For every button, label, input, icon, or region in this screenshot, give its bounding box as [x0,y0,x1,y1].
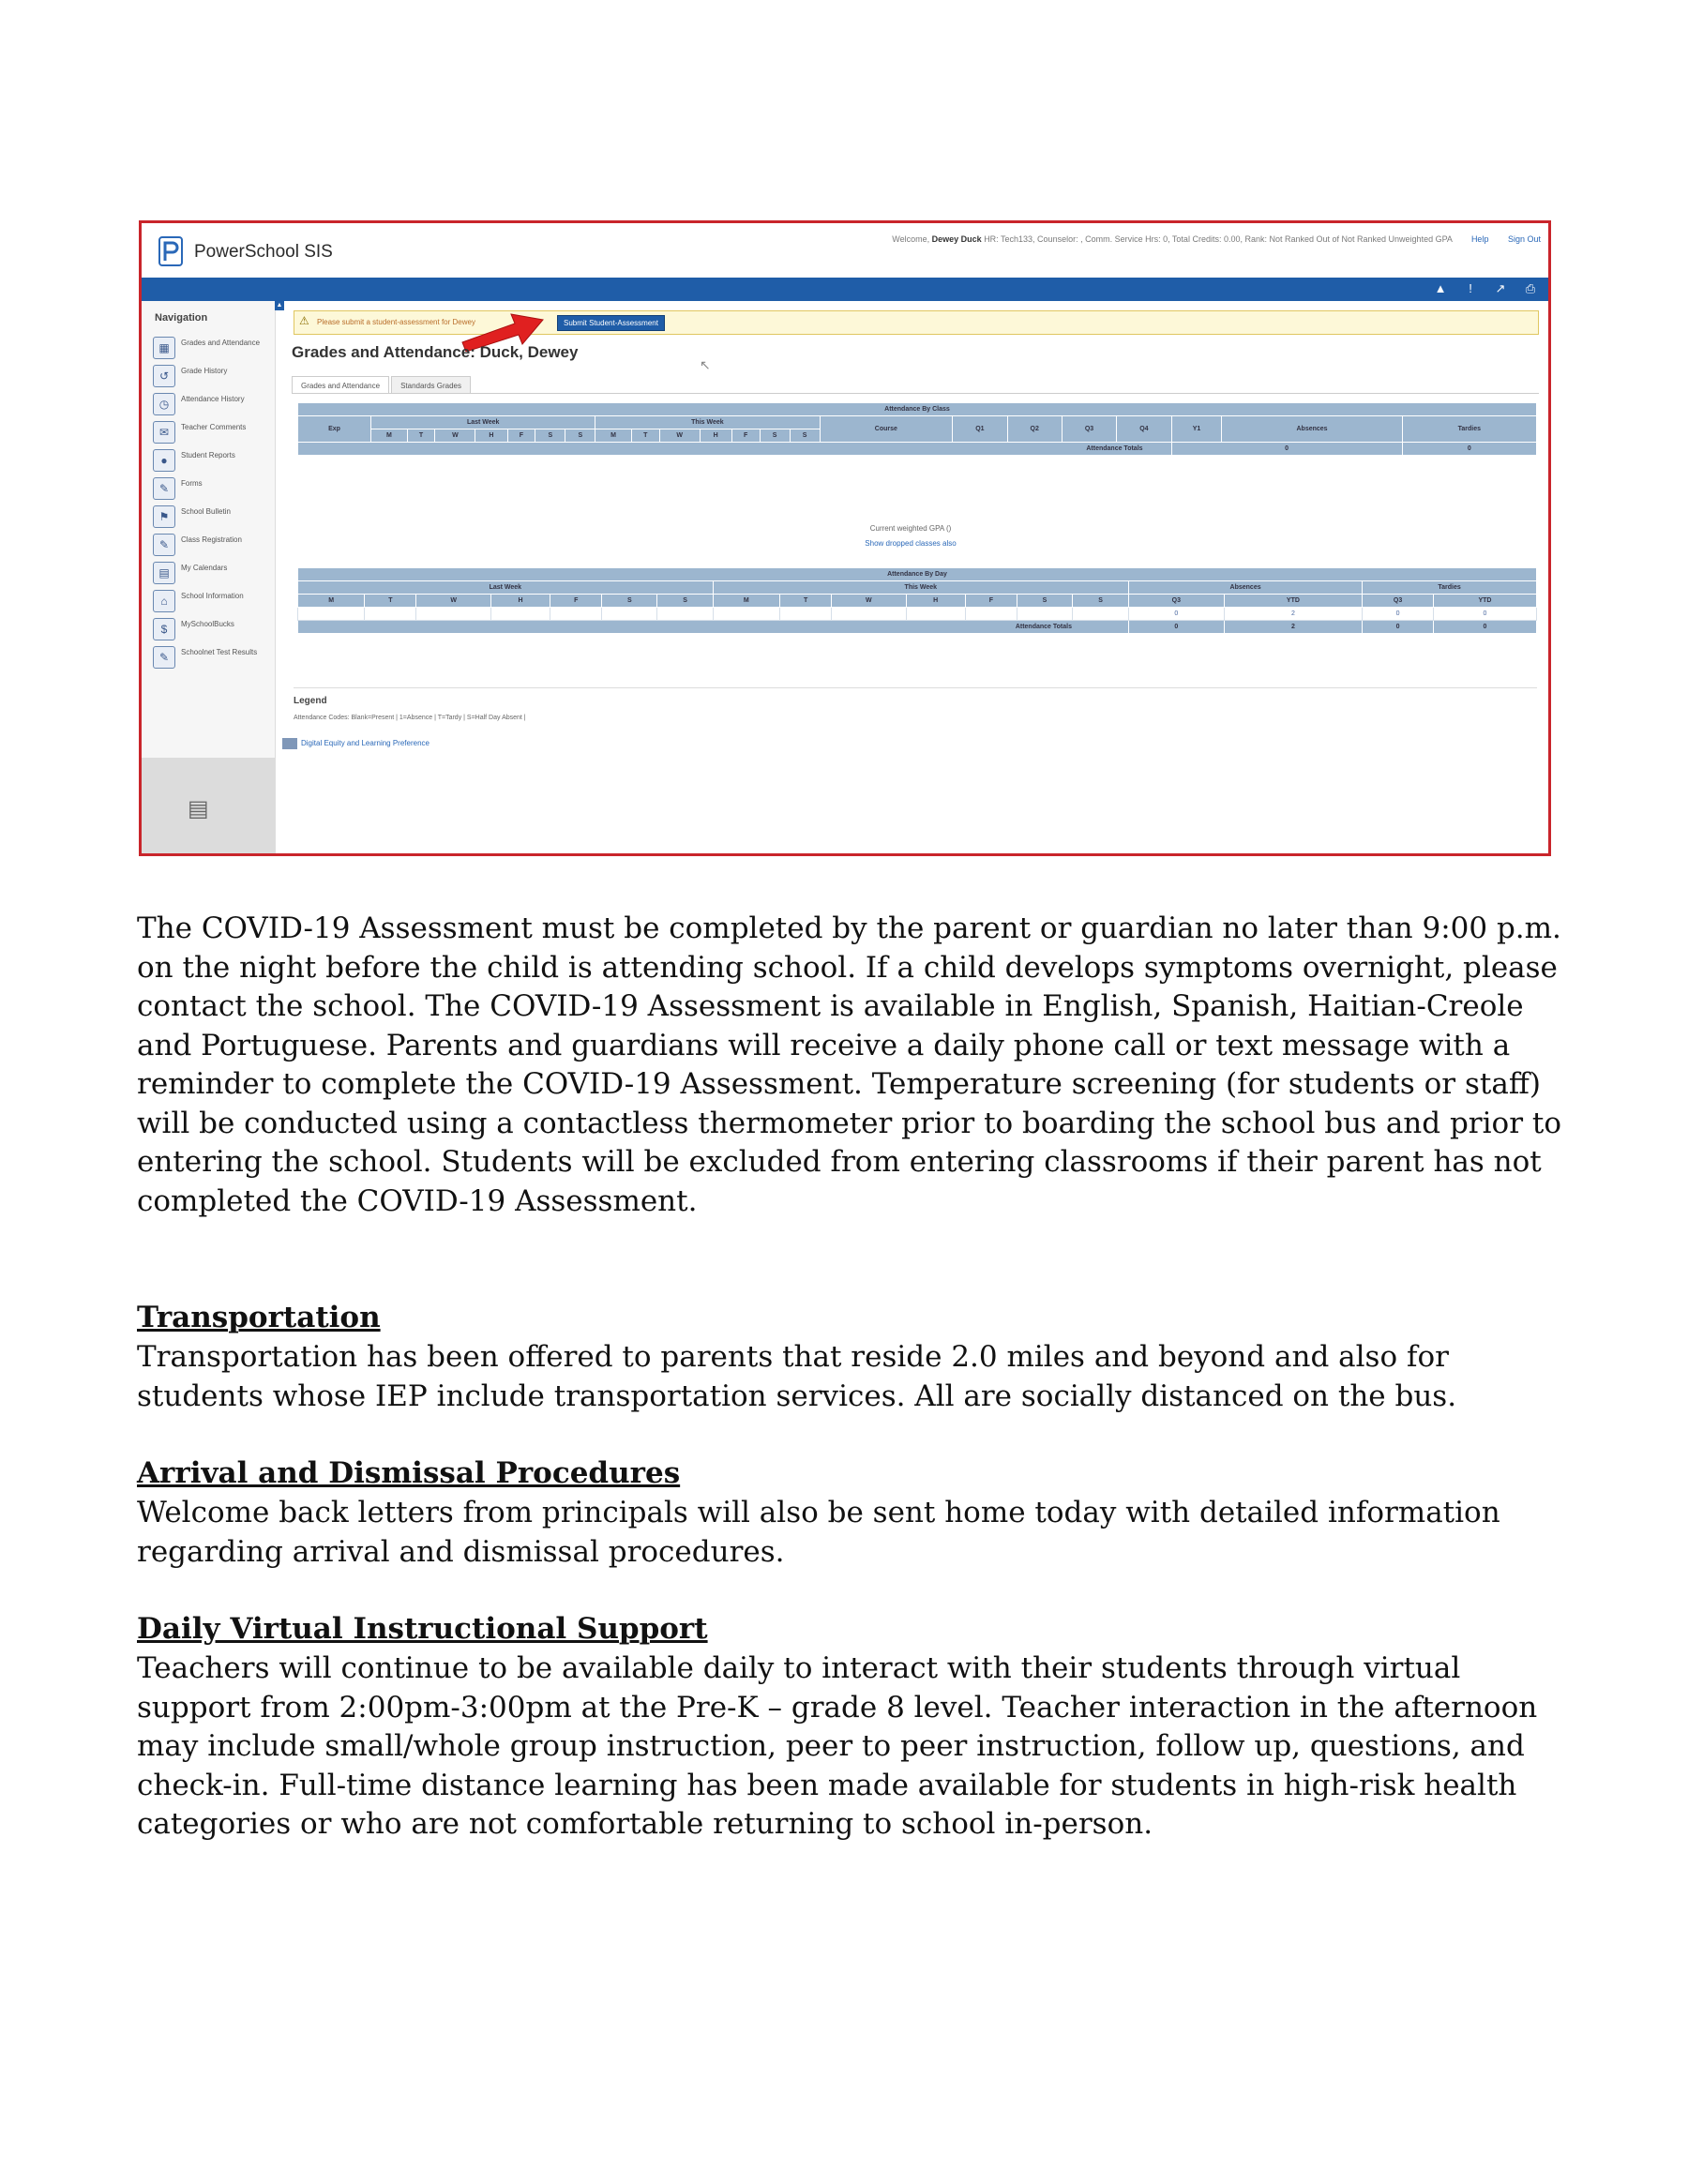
sidebar-item-label: Attendance History [181,395,245,403]
day-col: S [760,429,790,443]
tardies-total: 0 [1402,443,1536,456]
history-icon: ↺ [153,365,175,387]
day-col: F [731,429,760,443]
print-icon[interactable]: ⎙ [1525,281,1536,295]
sidebar-item-label: MySchoolBucks [181,620,234,628]
sidebar-item-label: Class Registration [181,535,242,544]
day-col: H [906,595,965,608]
sidebar-item-label: School Information [181,592,244,600]
day-col: H [700,429,731,443]
sidebar-item-grades-and-attendance[interactable] [153,335,271,361]
day-col: W [416,595,490,608]
legend-title: Legend [294,696,327,706]
day-col: M [595,429,632,443]
collapse-nav-icon[interactable]: ▲ [276,302,283,309]
col-q2: Q2 [1007,416,1062,443]
tab-grades-and-attendance[interactable]: Grades and Attendance [292,376,389,393]
info-icon[interactable]: ! [1469,281,1472,295]
day-col: H [490,595,550,608]
sub-col: Q3 [1128,595,1224,608]
day-col: F [965,595,1017,608]
legend-codes: Attendance Codes: Blank=Present | 1=Absence | T=Tardy | S=Half Day Absent | [294,715,526,721]
external-link-icon[interactable]: ↗ [1495,281,1506,295]
welcome-line [892,234,1541,244]
welcome-details: HR: Tech133, Counselor: , Comm. Service Hrs: 0, Total Credits: 0.00, Rank: Not Ranked Out of Not Ranked Unweighted GPA [984,234,1453,244]
cursor-icon: ↖ [700,357,711,372]
equity-link[interactable] [282,738,430,749]
page-title: Grades and Attendance: Duck, Dewey [292,343,579,361]
welcome-prefix: Welcome, [892,234,930,244]
sidebar-item-label: Schoolnet Test Results [181,648,258,656]
sidebar-item-label: Forms [181,479,203,488]
sidebar-item-my-calendars[interactable] [153,560,271,586]
col-this-week: This Week [595,416,820,429]
help-link[interactable]: Help [1470,234,1489,244]
cell-value[interactable]: 2 [1224,608,1363,621]
sidebar-item-school-information[interactable] [153,588,271,614]
day-col: W [832,595,906,608]
forms-icon: ✎ [153,477,175,500]
powerschool-logo-icon [158,236,183,266]
sidebar-item-label: Grade History [181,367,228,375]
table-row [298,608,1537,621]
sidebar [142,301,276,853]
table-title: Attendance By Class [298,403,1537,416]
absences-total: 0 [1171,443,1402,456]
sidebar-item-student-reports[interactable] [153,447,271,474]
sub-col: Q3 [1363,595,1434,608]
document-icon[interactable]: ▤ [188,796,209,821]
day-col: S [565,429,595,443]
day-col: S [657,595,713,608]
submit-student-assessment-button[interactable]: Submit Student-Assessment [557,315,665,331]
sign-out-link[interactable]: Sign Out [1507,234,1541,244]
col-tardies: Tardies [1402,416,1536,443]
sidebar-footer [142,758,275,853]
sidebar-item-teacher-comments[interactable] [153,419,271,445]
sidebar-item-class-registration[interactable] [153,532,271,558]
col-absences: Absences [1128,581,1362,595]
tab-bar [292,376,473,393]
section-heading-arrival: Arrival and Dismissal Procedures [137,1456,681,1490]
powerschool-screenshot [139,220,1551,856]
test-icon: ✎ [153,646,175,669]
day-col: W [659,429,700,443]
gpa-text: Current weighted GPA () [869,524,952,533]
sidebar-item-label: My Calendars [181,564,228,572]
totals-label: Attendance Totals [298,621,1129,634]
day-col: S [602,595,657,608]
col-y1: Y1 [1171,416,1222,443]
cell-value: 0 [1433,608,1536,621]
col-tardies: Tardies [1363,581,1537,595]
day-col: M [713,595,779,608]
day-col: M [371,429,408,443]
cell-value: 0 [1128,608,1224,621]
tab-standards-grades[interactable]: Standards Grades [391,376,471,393]
col-this-week: This Week [713,581,1128,595]
day-col: S [790,429,820,443]
sidebar-item-attendance-history[interactable] [153,391,271,417]
show-dropped-link[interactable]: Show dropped classes also [865,539,957,548]
equity-link-label: Digital Equity and Learning Preference [301,739,430,748]
col-last-week: Last Week [298,581,714,595]
main-content [282,301,1539,853]
sidebar-item-label: School Bulletin [181,507,231,516]
section-body-transportation: Transportation has been offered to parents that reside 2.0 miles and beyond and also for students whose IEP include transportation services. All are socially distanced on the bus. [137,1340,1457,1413]
alert-icon[interactable]: ▲ [1434,281,1447,295]
total-value: 0 [1433,621,1536,634]
day-col: T [365,595,416,608]
day-col: S [1073,595,1129,608]
bulletin-icon: ⚑ [153,505,175,528]
bucks-icon: $ [153,618,175,640]
col-q4: Q4 [1117,416,1171,443]
sidebar-item-myschoolbucks[interactable] [153,616,271,642]
attendance-by-class-table [297,402,1537,456]
nav-title: Navigation [155,312,208,324]
table-title: Attendance By Day [298,568,1537,581]
col-last-week: Last Week [371,416,595,429]
warning-icon: ⚠ [299,314,309,327]
welcome-user: Dewey Duck [931,234,982,244]
cell-value: 0 [1363,608,1434,621]
day-col: H [475,429,507,443]
sidebar-item-grade-history[interactable] [153,363,271,389]
day-col: M [298,595,365,608]
day-col: S [1017,595,1072,608]
sidebar-item-label: Student Reports [181,451,235,459]
day-col: S [535,429,565,443]
total-value: 0 [1128,621,1224,634]
school-icon: ⌂ [153,590,175,612]
legend [294,687,1537,731]
day-col: F [507,429,535,443]
totals-label: Attendance Totals [298,443,1172,456]
sub-col: YTD [1224,595,1363,608]
sidebar-item-schoolnet-test-results[interactable] [153,644,271,670]
section-heading-transportation: Transportation [137,1301,381,1334]
comments-icon: ✉ [153,421,175,444]
col-q1: Q1 [953,416,1007,443]
sidebar-item-forms[interactable] [153,475,271,502]
total-value: 0 [1363,621,1434,634]
section-heading-virtual-support: Daily Virtual Instructional Support [137,1612,708,1646]
col-exp: Exp [298,416,371,443]
section-body-virtual-support: Teachers will continue to be available daily to interact with their students through virtual support from 2:00pm-3:00pm at the Pre-K – grade 8 level. Teacher interaction in the afternoon may include small/whole group instruction, peer to peer instruction, follow up, questions, and check-in. Full-time distance learning has been made available for students in high-risk health categories or who are not comfortable returning to school in-person. [137,1651,1538,1841]
calendar-icon: ▤ [153,562,175,584]
alert-text: Please submit a student-assessment for Dewey [317,318,475,326]
col-q3: Q3 [1062,416,1116,443]
reports-icon: ● [153,449,175,472]
col-absences: Absences [1222,416,1402,443]
col-course: Course [820,416,953,443]
grades-icon: ▦ [153,337,175,359]
top-bar [142,278,1548,301]
ps-header [142,223,1548,278]
sidebar-item-label: Grades and Attendance [181,339,261,347]
day-col: T [780,595,832,608]
registration-icon: ✎ [153,534,175,556]
attendance-by-day-table [297,567,1537,634]
section-body-arrival: Welcome back letters from principals will also be sent home today with detailed information regarding arrival and dismissal procedures. [137,1496,1500,1569]
sidebar-item-school-bulletin[interactable] [153,504,271,530]
intro-paragraph: The COVID-19 Assessment must be completed by the parent or guardian no later than 9:00 p.m. on the night before the child is attending school. If a child develops symptoms overnight, please contact the school. The COVID-19 Assessment is available in English, Spanish, Haitian-Creole and Portuguese. Parents and guardians will receive a daily phone call or text message with a reminder to complete the COVID-19 Assessment. Temperature screening (for students or staff) will be conducted using a contactless thermometer prior to boarding the school bus and prior to entering the school. Students will be excluded from entering classrooms if their parent has not completed the COVID-19 Assessment. [137,911,1561,1218]
total-value: 2 [1224,621,1363,634]
day-col: F [550,595,602,608]
day-col: T [631,429,659,443]
sidebar-item-label: Teacher Comments [181,423,247,431]
brand-name: PowerSchool SIS [194,242,333,262]
sub-col: YTD [1433,595,1536,608]
day-col: W [435,429,475,443]
day-col: T [407,429,435,443]
attendance-icon: ◷ [153,393,175,415]
equity-icon [282,738,297,749]
